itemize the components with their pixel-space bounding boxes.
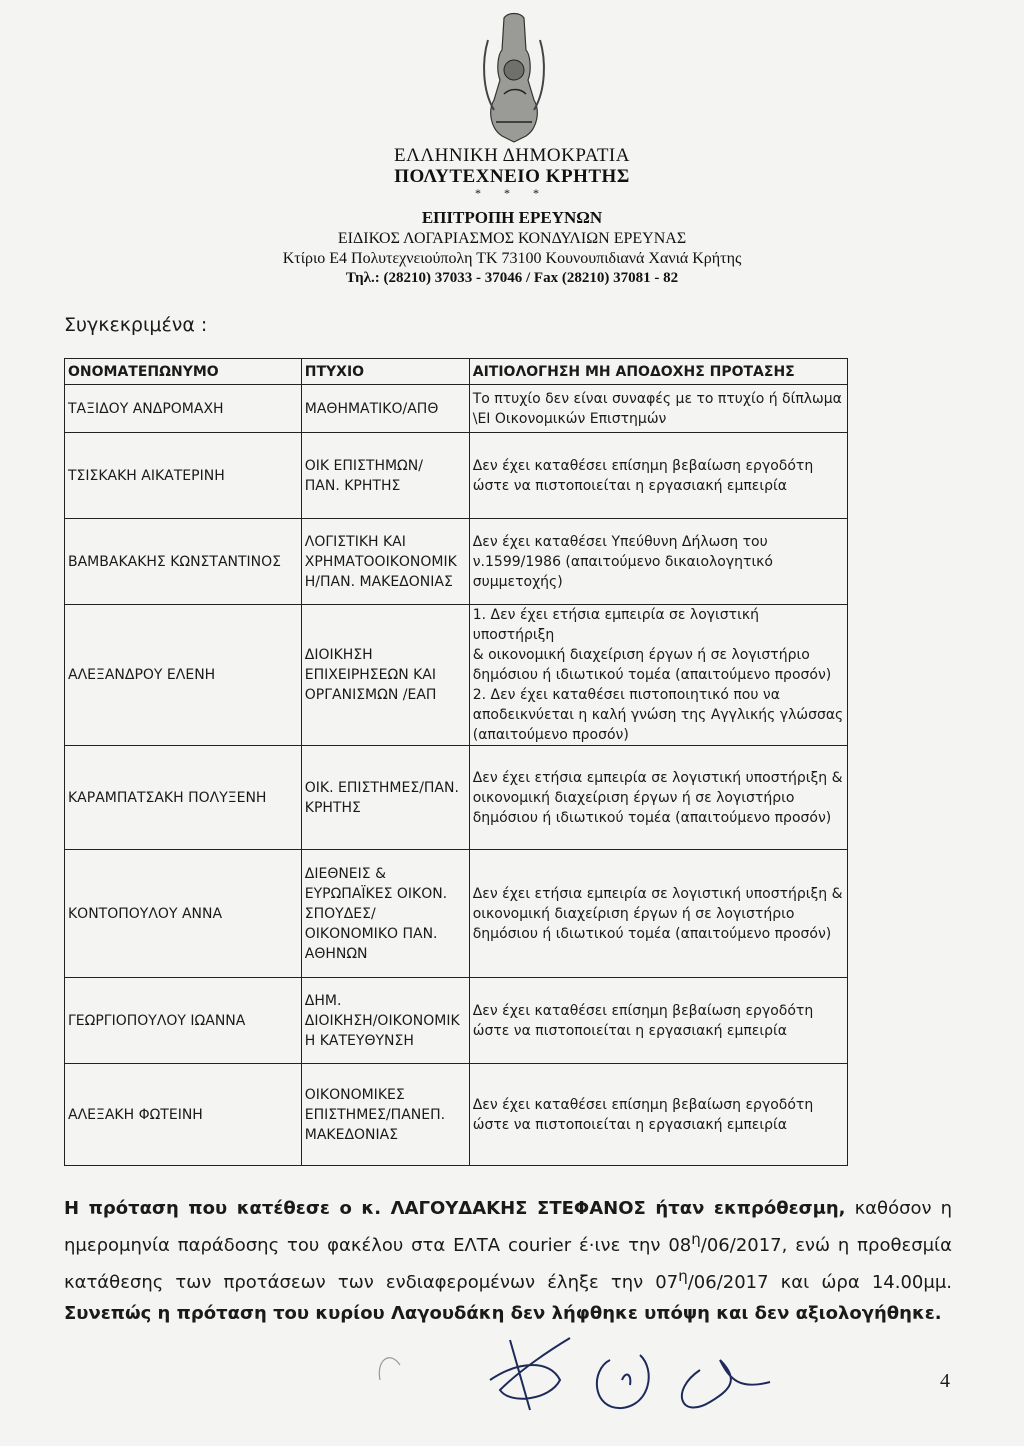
applicant-degree: ΔΙΟΙΚΗΣΗ ΕΠΙΧΕΙΡΗΣΕΩΝ ΚΑΙ ΟΡΓΑΝΙΣΜΩΝ /ΕΑΠ <box>301 605 469 746</box>
header-country: ΕΛΛΗΝΙΚΗ ΔΗΜΟΚΡΑΤΙΑ <box>394 145 630 166</box>
rejection-reason: 1. Δεν έχει ετήσια εμπειρία σε λογιστική υποστήριξη & οικονομική διαχείριση έργων ή σε λογιστήριο δημόσιου ή ιδιωτικού τομέα (απαιτούμενο προσόν) 2. Δεν έχει καταθέσει πιστοποιητικό που να αποδεικνύεται η καλή γνώση της Αγγλικής γλώσσας (απαιτούμενο προσόν) <box>469 605 847 746</box>
applicant-degree: ΔΗΜ. ΔΙΟΙΚΗΣΗ/ΟΙΚΟΝΟΜΙΚ Η ΚΑΤΕΥΘΥΝΣΗ <box>301 978 469 1064</box>
header-account: ΕΙΔΙΚΟΣ ΛΟΓΑΡΙΑΣΜΟΣ ΚΟΝΔΥΛΙΩΝ ΕΡΕΥΝΑΣ <box>337 230 687 247</box>
closing-paragraph <box>64 1193 952 1329</box>
applicant-name: ΑΛΕΞΑΝΔΡΟΥ ΕΛΕΝΗ <box>65 605 302 746</box>
rejections-table <box>64 358 848 1166</box>
applicant-name: ΑΛΕΞΑΚΗ ΦΩΤΕΙΝΗ <box>65 1064 302 1166</box>
applicant-degree: ΜΑΘΗΜΑΤΙΚΟ/ΑΠΘ <box>301 385 469 433</box>
applicant-name: ΓΕΩΡΓΙΟΠΟΥΛΟΥ ΙΩΑΝΝΑ <box>65 978 302 1064</box>
closing-bold-conclusion: Συνεπώς η πρόταση του κυρίου Λαγουδάκη δεν λήφθηκε υπόψη και δεν αξιολογήθηκε. <box>64 1303 942 1324</box>
closing-text-1: καθόσον η ημερομηνία παράδοσης του φακέλου στα ΕΛΤΑ courier έ·ινε την 08 <box>64 1198 953 1256</box>
applicant-degree: ΛΟΓΙΣΤΙΚΗ ΚΑΙ ΧΡΗΜΑΤΟΟΙΚΟΝΟΜΙΚ Η/ΠΑΝ. ΜΑΚΕΔΟΝΙΑΣ <box>301 519 469 605</box>
applicant-degree: ΟΙΚΟΝΟΜΙΚΕΣ ΕΠΙΣΤΗΜΕΣ/ΠΑΝΕΠ. ΜΑΚΕΔΟΝΙΑΣ <box>301 1064 469 1166</box>
column-header-degree: ΠΤΥΧΙΟ <box>301 359 469 385</box>
table-row <box>65 1064 848 1166</box>
closing-sup-1: η <box>691 1230 701 1248</box>
closing-sup-2: η <box>678 1267 688 1285</box>
header-committee: ΕΠΙΤΡΟΠΗ ΕΡΕΥΝΩΝ <box>421 208 603 227</box>
column-header-reason: ΑΙΤΙΟΛΟΓΗΣΗ ΜΗ ΑΠΟΔΟΧΗΣ ΠΡΟΤΑΣΗΣ <box>469 359 847 385</box>
rejection-reason: Δεν έχει καταθέσει Υπεύθυνη Δήλωση του ν.1599/1986 (απαιτούμενο δικαιολογητικό συμμετοχής) <box>469 519 847 605</box>
table-row <box>65 746 848 850</box>
table-row <box>65 519 848 605</box>
rejection-reason: Δεν έχει καταθέσει επίσημη βεβαίωση εργοδότη ώστε να πιστοποιείται η εργασιακή εμπειρία <box>469 433 847 519</box>
applicant-degree: ΟΙΚ. ΕΠΙΣΤΗΜΕΣ/ΠΑΝ. ΚΡΗΤΗΣ <box>301 746 469 850</box>
applicant-name: ΚΟΝΤΟΠΟΥΛΟΥ ΑΝΝΑ <box>65 850 302 978</box>
applicant-name: ΚΑΡΑΜΠΑΤΣΑΚΗ ΠΟΛΥΞΕΝΗ <box>65 746 302 850</box>
closing-bold-lead: Η πρόταση που κατέθεσε ο κ. ΛΑΓΟΥΔΑΚΗΣ ΣΤΕΦΑΝΟΣ ήταν εκπρόθεσμη, <box>64 1198 846 1219</box>
table-header-row <box>65 359 848 385</box>
header-stars: * * * <box>475 186 549 200</box>
applicant-name: ΒΑΜΒΑΚΑΚΗΣ ΚΩΝΣΤΑΝΤΙΝΟΣ <box>65 519 302 605</box>
header-university: ΠΟΛΥΤΕΧΝΕΙΟ ΚΡΗΤΗΣ <box>394 166 630 187</box>
closing-text-2: /06/2017, ενώ η προθεσμία κατάθεσης των προτάσεων των ενδιαφερομένων έληξε την 07 <box>64 1235 953 1293</box>
intro-text: Συγκεκριμένα : <box>64 314 208 336</box>
signatures <box>360 1320 780 1420</box>
header-phone: Τηλ.: (28210) 37033 - 37046 / Fax (28210) 37081 - 82 <box>345 270 679 286</box>
applicant-name: ΤΑΞΙΔΟΥ ΑΝΔΡΟΜΑΧΗ <box>65 385 302 433</box>
closing-text-3: /06/2017 και ώρα 14.00μμ. <box>687 1272 952 1293</box>
applicant-degree: ΔΙΕΘΝΕΙΣ & ΕΥΡΩΠΑΪΚΕΣ ΟΙΚΟΝ. ΣΠΟΥΔΕΣ/ ΟΙΚΟΝΟΜΙΚΟ ΠΑΝ. ΑΘΗΝΩΝ <box>301 850 469 978</box>
university-seal-icon <box>474 10 554 145</box>
applicant-name: ΤΣΙΣΚΑΚΗ ΑΙΚΑΤΕΡΙΝΗ <box>65 433 302 519</box>
rejection-reason: Δεν έχει καταθέσει επίσημη βεβαίωση εργοδότη ώστε να πιστοποιείται η εργασιακή εμπειρία <box>469 1064 847 1166</box>
applicant-degree: ΟΙΚ ΕΠΙΣΤΗΜΩΝ/ ΠΑΝ. ΚΡΗΤΗΣ <box>301 433 469 519</box>
table-row <box>65 978 848 1064</box>
table-row <box>65 433 848 519</box>
rejection-reason: Το πτυχίο δεν είναι συναφές με το πτυχίο ή δίπλωμα \ΕΙ Οικονομικών Επιστημών <box>469 385 847 433</box>
table-row <box>65 605 848 746</box>
rejection-reason: Δεν έχει ετήσια εμπειρία σε λογιστική υποστήριξη & οικονομική διαχείριση έργων ή σε λογιστήριο δημόσιου ή ιδιωτικού τομέα (απαιτούμενο προσόν) <box>469 746 847 850</box>
page-number: 4 <box>940 1370 950 1392</box>
table-row <box>65 850 848 978</box>
rejection-reason: Δεν έχει ετήσια εμπειρία σε λογιστική υποστήριξη & οικονομική διαχείριση έργων ή σε λογιστήριο δημόσιου ή ιδιωτικού τομέα (απαιτούμενο προσόν) <box>469 850 847 978</box>
rejection-reason: Δεν έχει καταθέσει επίσημη βεβαίωση εργοδότη ώστε να πιστοποιείται η εργασιακή εμπειρία <box>469 978 847 1064</box>
column-header-name: ΟΝΟΜΑΤΕΠΩΝΥΜΟ <box>65 359 302 385</box>
table-row <box>65 385 848 433</box>
header-address: Κτίριο Ε4 Πολυτεχνειούπολη ΤΚ 73100 Κουνουπιδιανά Χανιά Κρήτης <box>282 250 742 267</box>
